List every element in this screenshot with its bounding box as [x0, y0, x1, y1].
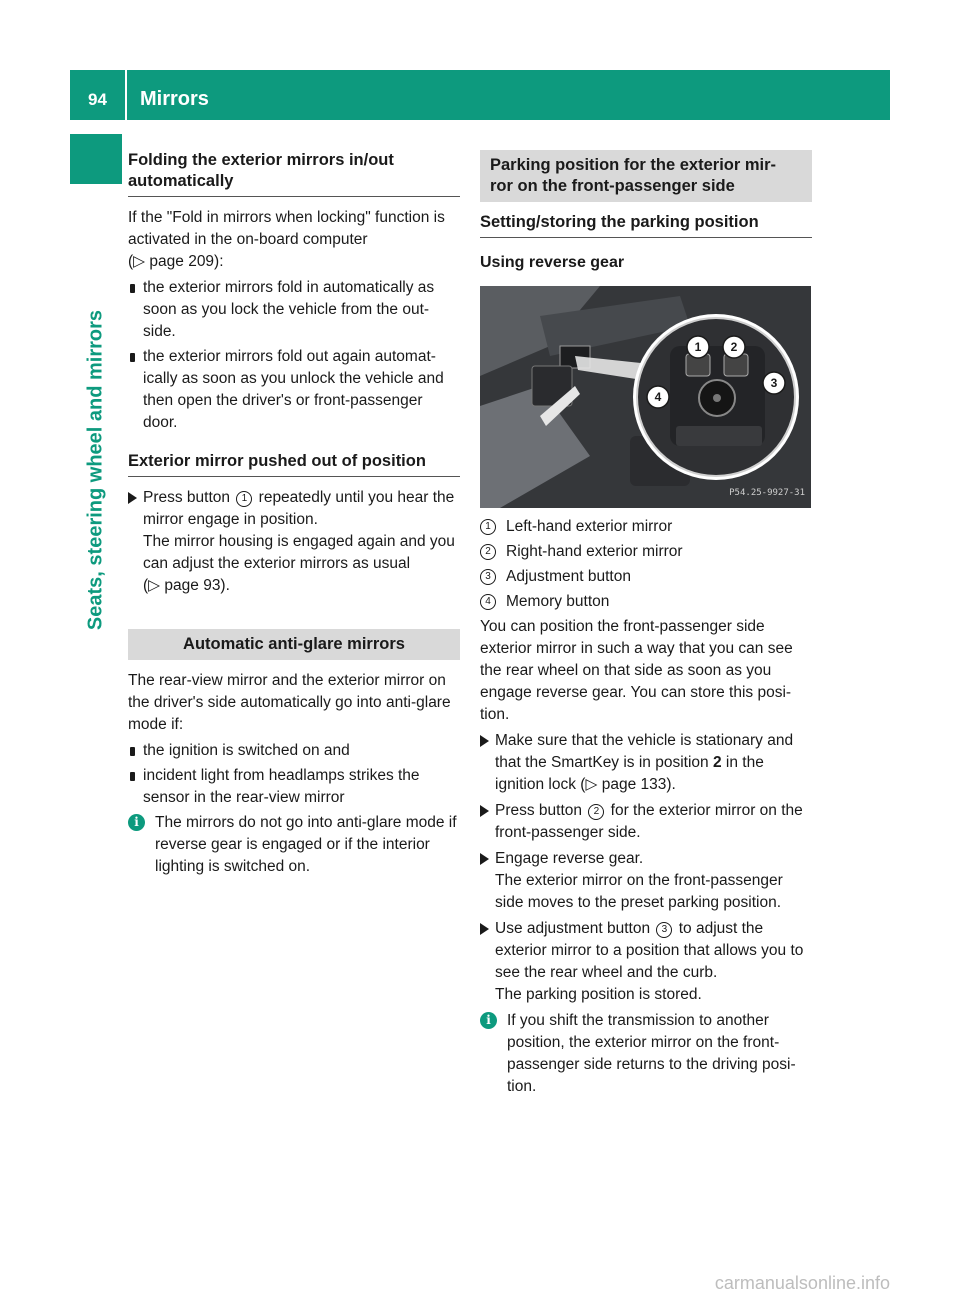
paragraph: The rear-view mirror and the exterior mirror on the driver's side automatically go into anti-glare mode if: — [128, 672, 451, 733]
info-text: The mirrors do not go into anti-glare mode if reverse gear is engaged or if the interior lighting is switched on. — [155, 814, 457, 875]
step-text: in the ignition lock ( — [495, 754, 764, 793]
number-icon: 4 — [480, 594, 496, 610]
step-item — [480, 848, 812, 914]
triangle-right-icon — [480, 853, 489, 865]
triangle-ref-icon: ▷ — [148, 577, 161, 594]
legend-item — [480, 541, 812, 563]
step-result: The exterior mirror on the front-passenger side moves to the preset parking position. — [495, 872, 783, 911]
watermark: carmanualsonline.info — [714, 1273, 890, 1293]
door-panel-illustration — [480, 286, 811, 508]
page-number: 94 — [88, 90, 107, 109]
step-text: repeatedly until you hear the mirror engage in position. — [143, 489, 455, 528]
figure-code: P54.25-9927-31 — [729, 488, 805, 498]
legend-text: Memory button — [506, 593, 610, 610]
header-divider — [125, 70, 127, 120]
step-item — [480, 918, 812, 1006]
door-switch-figure — [480, 286, 811, 508]
section-heading-pushed-out: Exterior mirror pushed out of position — [128, 451, 460, 477]
svg-text:3: 3 — [770, 376, 778, 390]
section-heading-folding — [128, 150, 460, 197]
legend-item — [480, 566, 812, 588]
info-icon: i — [128, 814, 145, 831]
side-block — [70, 134, 122, 184]
legend-text: Right-hand exterior mirror — [506, 543, 683, 560]
section-heading-parking — [480, 150, 812, 202]
step-item: Press button 1 repeatedly until you hear the mirror engage in position. The mirror housing is engaged again and you can adjust the exterior mirrors as usual (▷ page 93). — [128, 487, 460, 597]
page-ref-link[interactable]: page 133). — [601, 776, 676, 793]
left-column — [128, 150, 460, 882]
button-number-icon: 2 — [588, 804, 604, 820]
heading-line: Parking position for the exterior mir- — [490, 156, 777, 174]
heading-line: automatically — [128, 172, 234, 190]
section-title: Mirrors — [140, 88, 209, 110]
svg-text:1: 1 — [694, 340, 702, 354]
heading-line: ror on the front-passenger side — [490, 177, 735, 195]
step-text: to adjust the exterior mirror to a position that allows you to see the rear wheel and the curb. — [495, 920, 804, 981]
number-icon: 2 — [480, 544, 496, 560]
triangle-ref-icon: ▷ — [585, 776, 598, 793]
heading-reverse-gear: Using reverse gear — [480, 254, 625, 271]
list-item: the exterior mirrors fold in automatically as soon as you lock the vehicle from the out-side. — [128, 277, 460, 343]
page-ref-link[interactable]: page 93). — [164, 577, 230, 594]
step-text: Press button — [143, 489, 231, 506]
section-heading-anti-glare: Automatic anti-glare mirrors — [128, 629, 460, 660]
step-text: Make sure that the vehicle is stationary and that the SmartKey is in position — [495, 732, 794, 771]
legend-item — [480, 591, 812, 613]
legend-text: Left-hand exterior mirror — [506, 518, 673, 535]
step-text: for the exterior mirror on the front-passenger side. — [495, 802, 803, 841]
step-item — [480, 800, 812, 844]
step-result: The parking position is stored. — [495, 986, 702, 1003]
button-number-icon: 3 — [656, 922, 672, 938]
triangle-right-icon — [128, 492, 137, 504]
info-note — [480, 1010, 812, 1098]
list-item: the exterior mirrors fold out again automat-ically as soon as you unlock the vehicle and then open the driver's or front-passenger door. — [128, 346, 460, 434]
info-text: If you shift the transmission to another position, the exterior mirror on the front-passenger side returns to the driving posi-tion. — [507, 1012, 796, 1095]
triangle-ref-icon: ▷ — [133, 253, 146, 270]
step-text: Use adjustment button — [495, 920, 651, 937]
step-result: The mirror housing is engaged again and you can adjust the exterior mirrors as usual — [143, 533, 455, 572]
number-icon: 1 — [480, 519, 496, 535]
triangle-right-icon — [480, 735, 489, 747]
legend-item — [480, 516, 812, 538]
side-tab — [70, 190, 122, 750]
info-icon: i — [480, 1012, 497, 1029]
side-tab-label: Seats, steering wheel and mirrors — [84, 309, 107, 631]
svg-text:2: 2 — [730, 340, 738, 354]
right-column — [480, 150, 812, 1102]
triangle-right-icon — [480, 923, 489, 935]
svg-text:4: 4 — [654, 390, 662, 404]
key-position: 2 — [712, 754, 722, 771]
step-text: Engage reverse gear. — [495, 850, 644, 867]
page-ref-link[interactable]: page 209): — [149, 253, 224, 270]
paragraph: You can position the front-passenger side exterior mirror in such a way that you can see the rear wheel on that side as soon as you engage reverse gear. You can store this posi-tion. — [480, 618, 793, 723]
step-item — [480, 730, 812, 796]
info-note — [128, 812, 460, 878]
step-text: Press button — [495, 802, 583, 819]
number-icon: 3 — [480, 569, 496, 585]
subsection-heading-setting: Setting/storing the parking position — [480, 212, 812, 238]
triangle-right-icon — [480, 805, 489, 817]
legend-text: Adjustment button — [506, 568, 631, 585]
intro-text: If the "Fold in mirrors when locking" function is activated in the on-board computer — [128, 209, 445, 248]
button-number-icon: 1 — [236, 491, 252, 507]
heading-line: Folding the exterior mirrors in/out — [128, 151, 394, 169]
list-item: incident light from headlamps strikes the sensor in the rear-view mirror — [128, 765, 460, 809]
paragraph: If the "Fold in mirrors when locking" function is activated in the on-board computer (▷ page 209): — [128, 209, 445, 270]
list-item: the ignition is switched on and — [128, 740, 460, 762]
